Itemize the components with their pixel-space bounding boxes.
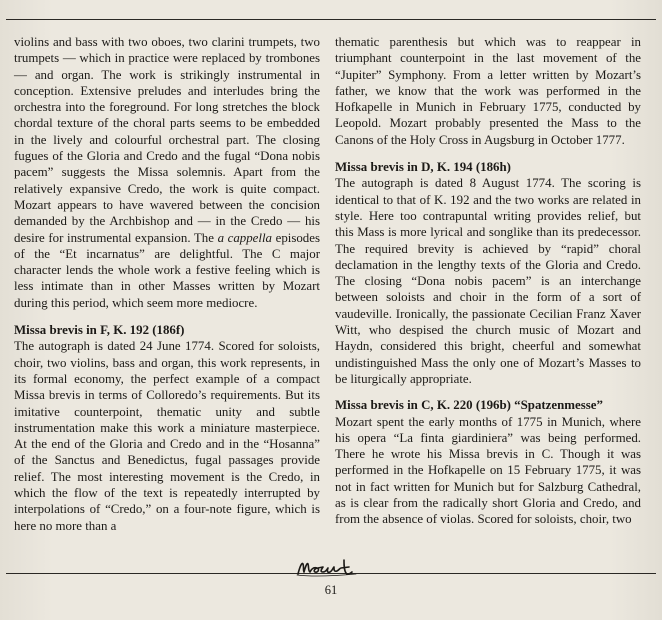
italic-text: a cappella bbox=[217, 230, 272, 245]
top-rule bbox=[6, 19, 656, 20]
page-number: 61 bbox=[324, 583, 338, 597]
paragraph-k220: Mozart spent the early months of 1775 in Munich, where his opera “La finta giardiniera” was being performed. There he wrote his Missa brevis in C. Though it was performed in the Hofkapelle on 15 February 1775, it was not in fact written for Munich but for Salzburg Cathedral, as is clear from the radically short Gloria and Credo, and from the absence of violas. Scored for soloists, choir, two bbox=[335, 414, 641, 527]
right-column bbox=[335, 34, 641, 528]
left-column bbox=[14, 34, 320, 534]
heading-k220: Missa brevis in C, K. 220 (196b) “Spatzenmesse” bbox=[335, 398, 603, 413]
mozart-signature-logo bbox=[294, 556, 364, 580]
paragraph-k192: The autograph is dated 24 June 1774. Scored for soloists, choir, two violins, bass and organ, this work represents, in its formal economy, the perfect example of a compact Missa brevis in terms of Colloredo’s requirements. But its imitative counterpoint, thematic unity and subtle instrumentation make this work a miniature masterpiece. At the end of the Gloria and Credo and in the “Hosanna” of the Sanctus and Benedictus, fugal passages provide relief. The most interesting movement is the Credo, in which the flow of the text is repeatedly interrupted by interpolations of “Credo,” on a four-note figure, which is here no more than a bbox=[14, 339, 320, 533]
text-run: episodes of the “Et incarnatus” are delightful. The C major character lends the whole work a festive feeling which is less intimate than in other Masses written by Mozart during this period, which seem more mediocre. bbox=[14, 230, 320, 310]
text-run: violins and bass with two oboes, two clarini trumpets, two trumpets — which in practice were replaced by trombones — and organ. The work is strikingly instrumental in conception. Extensive preludes and interludes bring the orchestra into the foreground. For long stretches the block chordal texture of the choral parts seems to be embedded in the lively and colourful orchestral part. The closing fugues of the Gloria and Credo and the fugal “Dona nobis pacem” suggests the Missa solemnis. Apart from the relatively expansive Credo, the work is quite compact. Mozart appears to have wavered between the concision demanded by the Archbishop and — in the Credo — his desire for instrumental expansion. The bbox=[14, 35, 320, 245]
heading-k192: Missa brevis in F, K. 192 (186f) bbox=[14, 323, 185, 338]
heading-k194: Missa brevis in D, K. 194 (186h) bbox=[335, 160, 511, 175]
paragraph-k167-continued bbox=[14, 34, 320, 311]
paragraph-k194: The autograph is dated 8 August 1774. The scoring is identical to that of K. 192 and the two works are related in style. Here too contrapuntal writing provides relief, but this Mass is more lyrical and songlike than its predecessor. The required brevity is achieved by “rapid” choral declamation in the lengthy texts of the Gloria and Credo. The closing “Dona nobis pacem” is an interchange between soloists and choir in the form of a sort of vaudeville. Ironically, the passionate Cecilian Franz Xaver Witt, who despised the church music of Mozart and Haydn, considered this bright, cheerful and somewhat undistinguished Mass the only one of Mozart’s Masses to be liturgically appropriate. bbox=[335, 176, 641, 386]
paragraph-k192-continued: thematic parenthesis but which was to reappear in triumphant counterpoint in the last movement of the “Jupiter” Symphony. From a letter written by Mozart’s father, we know that the work was performed in the Hofkapelle in Munich in February 1775, conducted by Leopold. Mozart probably presented the Mass to the Canons of the Holy Cross in Augsburg in October 1777. bbox=[335, 35, 641, 147]
